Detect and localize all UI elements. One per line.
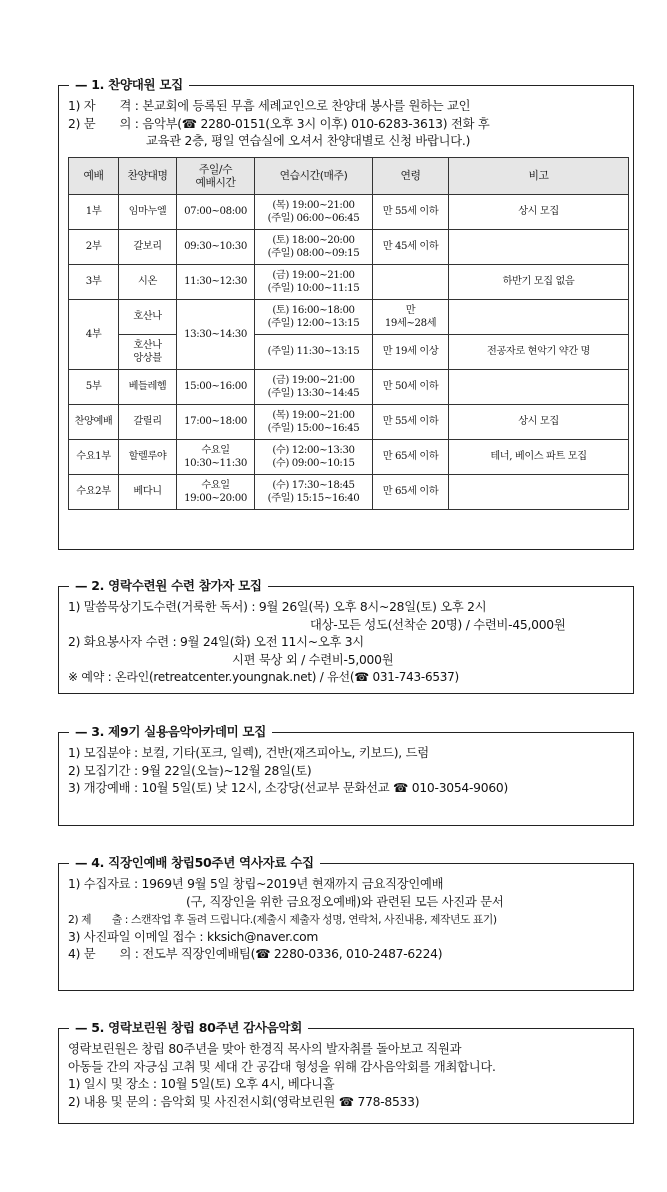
cell-note: 하반기 모집 없음 <box>449 264 629 299</box>
text-line: 2) 모집기간 : 9월 22일(오늘)~12월 28일(토) <box>68 763 312 778</box>
text-line: 1) 일시 및 장소 : 10월 5일(토) 오후 4시, 베다니홀 <box>68 1077 335 1092</box>
cell-note: 상시 모집 <box>449 194 629 229</box>
cell-service-time: 17:00~18:00 <box>177 404 255 439</box>
table-row <box>69 334 629 369</box>
cell-service: 1부 <box>69 194 119 229</box>
cell-service-time: 07:00~08:00 <box>177 194 255 229</box>
text-line: 3) 개강예배 : 10월 5일(토) 낮 12시, 소강당(선교부 문화선교 ☎ 010-3054-9060) <box>68 781 509 796</box>
section-title: — 3. 제9기 실용음악아카데미 모집 <box>69 723 272 741</box>
choir-table <box>68 157 629 510</box>
table-row <box>69 404 629 439</box>
text-line: ※ 예약 : 온라인(retreatcenter.youngnak.net) / 유선(☎ 031-743-6537) <box>68 670 459 685</box>
cell-note <box>449 369 629 404</box>
cell-practice-time: (수) 12:00~13:30 (수) 09:00~10:15 <box>255 439 373 474</box>
cell-note <box>449 229 629 264</box>
cell-choir-name: 임마누엘 <box>119 194 177 229</box>
header-service: 예배 <box>69 157 119 194</box>
cell-choir-name: 베들레헴 <box>119 369 177 404</box>
text-line: 1) 자 격 : 본교회에 등록된 무흠 세례교인으로 찬양대 봉사를 원하는 교인 <box>68 99 471 113</box>
cell-age: 만 55세 이하 <box>373 404 449 439</box>
text-line: 1) 말씀묵상기도수련(거룩한 독서) : 9월 26일(목) 오후 8시~28일(토) 오후 2시 <box>68 600 487 614</box>
cell-note <box>449 474 629 509</box>
cell-service: 찬양예배 <box>69 404 119 439</box>
text-line: 2) 제 출 : 스캔작업 후 돌려 드립니다.(제출시 제출자 성명, 연락처, 사진내용, 제작년도 표기) <box>68 913 497 927</box>
cell-note <box>449 299 629 334</box>
text-line: 대상-모든 성도(선착순 20명) / 수련비-45,000원 <box>310 617 566 632</box>
section-thanks-concert <box>58 1020 634 1124</box>
section-title: — 5. 영락보린원 창립 80주년 감사음악회 <box>69 1019 308 1037</box>
cell-note: 상시 모집 <box>449 404 629 439</box>
text-line: 교육관 2층, 평일 연습실에 오셔서 찬양대별로 신청 바랍니다.) <box>146 134 471 149</box>
text-line: 영락보린원은 창립 80주년을 맞아 한경직 목사의 발자취를 돌아보고 직원과 <box>68 1042 462 1056</box>
section-title: — 1. 찬양대원 모집 <box>69 76 189 94</box>
cell-note: 테너, 베이스 파트 모집 <box>449 439 629 474</box>
section-music-academy <box>58 724 634 826</box>
header-service-time: 주일/수 예배시간 <box>177 157 255 194</box>
cell-age: 만 55세 이하 <box>373 194 449 229</box>
cell-choir-name: 할렐루야 <box>119 439 177 474</box>
cell-choir-name: 갈보리 <box>119 229 177 264</box>
cell-choir-name: 베다니 <box>119 474 177 509</box>
cell-practice-time: (목) 19:00~21:00 (주일) 06:00~06:45 <box>255 194 373 229</box>
table-row <box>69 439 629 474</box>
cell-practice-time: (목) 19:00~21:00 (주일) 15:00~16:45 <box>255 404 373 439</box>
cell-choir-name: 호산나 <box>119 299 177 334</box>
section-history-collection <box>58 855 634 991</box>
cell-practice-time: (금) 19:00~21:00 (주일) 10:00~11:15 <box>255 264 373 299</box>
cell-age: 만 65세 이하 <box>373 439 449 474</box>
cell-service-time: 13:30~14:30 <box>177 299 255 369</box>
table-row <box>69 229 629 264</box>
text-line: 아동들 간의 자긍심 고취 및 세대 간 공감대 형성을 위해 감사음악회를 개최합니다. <box>68 1059 496 1074</box>
cell-choir-name: 호산나 앙상블 <box>119 334 177 369</box>
header-choir-name: 찬양대명 <box>119 157 177 194</box>
cell-service-time: 15:00~16:00 <box>177 369 255 404</box>
header-practice-time: 연습시간(매주) <box>255 157 373 194</box>
cell-service: 3부 <box>69 264 119 299</box>
cell-choir-name: 시온 <box>119 264 177 299</box>
cell-practice-time: (금) 19:00~21:00 (주일) 13:30~14:45 <box>255 369 373 404</box>
text-line: 1) 수집자료 : 1969년 9월 5일 창립~2019년 현재까지 금요직장인예배 <box>68 877 444 891</box>
cell-note: 전공자로 현악기 약간 명 <box>449 334 629 369</box>
table-header-row <box>69 157 629 194</box>
cell-age: 만 19세 이상 <box>373 334 449 369</box>
text-line: 2) 문 의 : 음악부(☎ 2280-0151(오후 3시 이후) 010-6283-3613) 전화 후 <box>68 116 490 131</box>
section-retreat-recruit <box>58 578 634 694</box>
table-row <box>69 299 629 334</box>
cell-practice-time: (토) 16:00~18:00 (주일) 12:00~13:15 <box>255 299 373 334</box>
cell-age: 만 50세 이하 <box>373 369 449 404</box>
table-row <box>69 369 629 404</box>
cell-practice-time: (수) 17:30~18:45 (주일) 15:15~16:40 <box>255 474 373 509</box>
section-title: — 2. 영락수련원 수련 참가자 모집 <box>69 577 268 595</box>
cell-practice-time: (토) 18:00~20:00 (주일) 08:00~09:15 <box>255 229 373 264</box>
table-row <box>69 194 629 229</box>
text-line: 2) 내용 및 문의 : 음악회 및 사진전시회(영락보린원 ☎ 778-8533) <box>68 1094 420 1109</box>
cell-age <box>373 264 449 299</box>
cell-choir-name: 갈릴리 <box>119 404 177 439</box>
text-line: 1) 모집분야 : 보컬, 기타(포크, 일렉), 건반(재즈피아노, 키보드), 드럼 <box>68 746 429 760</box>
cell-service: 5부 <box>69 369 119 404</box>
cell-service-time: 수요일 19:00~20:00 <box>177 474 255 509</box>
section-choir-recruit <box>58 77 634 550</box>
table-row <box>69 264 629 299</box>
text-line: 2) 화요봉사자 수련 : 9월 24일(화) 오전 11시~오후 3시 <box>68 635 364 650</box>
cell-service: 수요1부 <box>69 439 119 474</box>
cell-service-time: 수요일 10:30~11:30 <box>177 439 255 474</box>
cell-service: 2부 <box>69 229 119 264</box>
cell-service-time: 11:30~12:30 <box>177 264 255 299</box>
cell-service: 4부 <box>69 299 119 369</box>
table-row <box>69 474 629 509</box>
header-note: 비고 <box>449 157 629 194</box>
header-age: 연령 <box>373 157 449 194</box>
cell-service-time: 09:30~10:30 <box>177 229 255 264</box>
section-title: — 4. 직장인예배 창립50주년 역사자료 수집 <box>69 854 320 872</box>
cell-practice-time: (주일) 11:30~13:15 <box>255 334 373 369</box>
text-line: 시편 묵상 외 / 수련비-5,000원 <box>232 652 394 667</box>
cell-age: 만 65세 이하 <box>373 474 449 509</box>
text-line: 3) 사진파일 이메일 접수 : kksich@naver.com <box>68 929 319 944</box>
text-line: 4) 문 의 : 전도부 직장인예배팀(☎ 2280-0336, 010-2487-6224) <box>68 947 443 962</box>
cell-age: 만 19세~28세 <box>373 299 449 334</box>
cell-service: 수요2부 <box>69 474 119 509</box>
cell-age: 만 45세 이하 <box>373 229 449 264</box>
text-line: (구, 직장인을 위한 금요정오예배)와 관련된 모든 사진과 문서 <box>186 894 504 909</box>
